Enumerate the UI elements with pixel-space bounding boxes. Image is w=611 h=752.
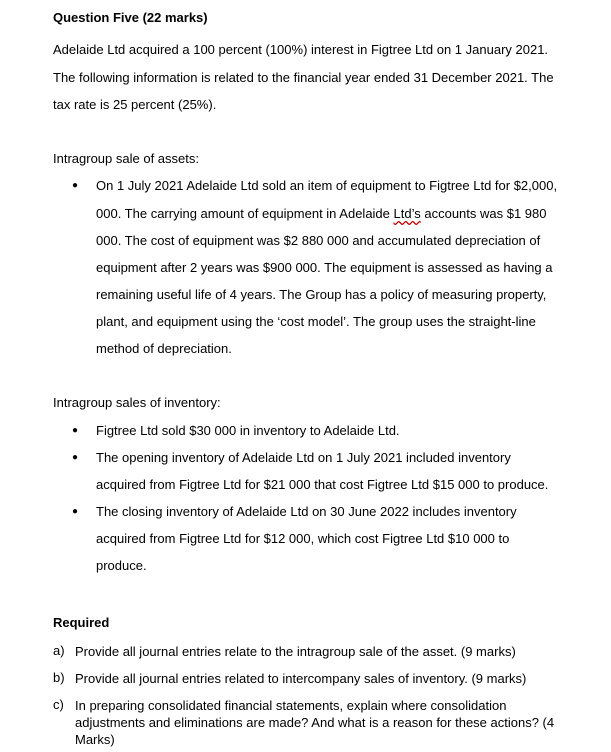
intro-line-2: The following information is related to the financial year ended 31 December 2021. The	[53, 70, 554, 85]
inventory-heading: Intragroup sales of inventory:	[53, 395, 221, 410]
bullet-icon: ●	[72, 425, 79, 436]
inventory-bullet-1: Figtree Ltd sold $30 000 in inventory to Adelaide Ltd.	[96, 423, 400, 438]
bullet-icon: ●	[72, 180, 79, 191]
required-item-label: c)	[53, 697, 64, 712]
required-item-text: In preparing consolidated financial statements, explain where consolidation adjustments and eliminations are made? And what is a reason for these actions? (4 Marks)	[75, 698, 555, 747]
inventory-bullet-2-line-2: acquired from Figtree Ltd for $21 000 that cost Figtree Ltd $15 000 to produce.	[96, 477, 549, 492]
assets-line-1: On 1 July 2021 Adelaide Ltd sold an item of equipment to Figtree Ltd for $2,000,	[96, 178, 558, 193]
inventory-bullet-3-line-2: acquired from Figtree Ltd for $12 000, which cost Figtree Ltd $10 000 to	[96, 531, 510, 546]
inventory-bullet-3-line-3: produce.	[96, 558, 147, 573]
assets-line-7: method of depreciation.	[96, 341, 232, 356]
required-item-text: Provide all journal entries related to intercompany sales of inventory. (9 marks)	[75, 671, 527, 686]
question-title: Question Five (22 marks)	[53, 10, 208, 25]
assets-line-3: 000. The cost of equipment was $2 880 000 and accumulated depreciation of	[96, 233, 541, 248]
assets-line-4: equipment after 2 years was $900 000. The equipment is assessed as having a	[96, 260, 553, 275]
spellcheck-word: Ltd’s	[393, 206, 421, 221]
assets-heading: Intragroup sale of assets:	[53, 151, 199, 166]
inventory-bullet-3-line-1: The closing inventory of Adelaide Ltd on 30 June 2022 includes inventory	[96, 504, 517, 519]
assets-line-6: plant, and equipment using the ‘cost model’. The group uses the straight-line	[96, 314, 536, 329]
inventory-bullet-2-line-1: The opening inventory of Adelaide Ltd on 1 July 2021 included inventory	[96, 450, 511, 465]
required-item-label: a)	[53, 643, 65, 658]
assets-line-5: remaining useful life of 4 years. The Group has a policy of measuring property,	[96, 287, 547, 302]
bullet-icon: ●	[72, 452, 79, 463]
required-heading: Required	[53, 615, 110, 630]
intro-line-1: Adelaide Ltd acquired a 100 percent (100%) interest in Figtree Ltd on 1 January 2021.	[53, 42, 549, 57]
bullet-icon: ●	[72, 506, 79, 517]
required-item-text: Provide all journal entries relate to the intragroup sale of the asset. (9 marks)	[75, 644, 516, 659]
intro-line-3: tax rate is 25 percent (25%).	[53, 97, 217, 112]
assets-line-2: 000. The carrying amount of equipment in Adelaide Ltd’s accounts was $1 980	[96, 206, 547, 221]
required-item-label: b)	[53, 670, 65, 685]
